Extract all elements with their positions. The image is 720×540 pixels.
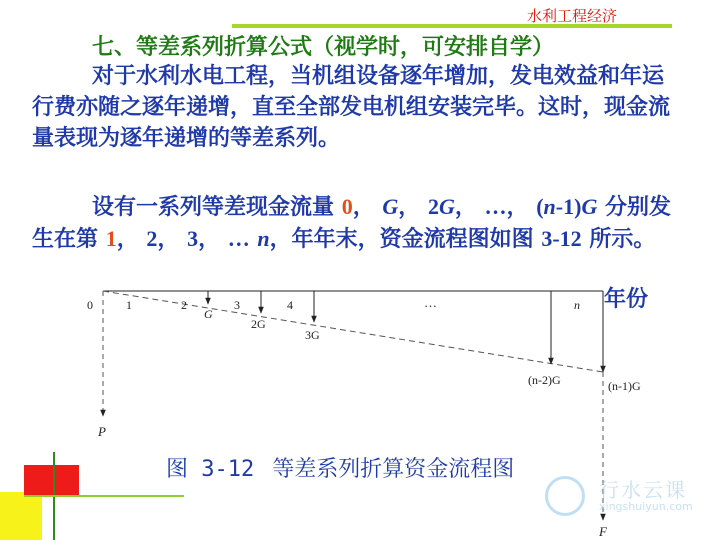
header-brand: 水利工程经济	[527, 7, 618, 25]
ellipsis: …，	[484, 194, 529, 219]
watermark-url: xingshuiyun.com	[599, 500, 693, 513]
paragraph-intro-text: 对于水利水电工程，当机组设备逐年增加，发电效益和年运行费亦随之逐年递增，直至全部发电机组安装完毕。这时，现金流量表现为逐年递增的等差系列。	[32, 64, 671, 151]
index-2: 2	[146, 226, 158, 251]
label-3g: 3G	[305, 328, 320, 342]
para2-lead: 设有一系列等差现金流量	[92, 195, 335, 220]
label-g: G	[204, 307, 213, 321]
sep: ，	[198, 227, 221, 252]
para2-mid: 分别发生在第	[32, 195, 672, 252]
label-n-minus-1-g: (n-1)G	[608, 379, 641, 393]
tick-label: 2	[181, 298, 187, 312]
para2-tail: ，年年末，资金流程图如图	[269, 227, 534, 252]
watermark-text: 行水云课	[599, 478, 687, 502]
watermark-logo-icon	[545, 476, 585, 516]
tick-label: …	[424, 295, 437, 310]
tick-label: 3	[234, 298, 240, 312]
para2-end: 所示。	[589, 227, 656, 252]
tick-label: 4	[287, 298, 293, 312]
value-g: G	[382, 194, 399, 219]
label-p: P	[98, 424, 106, 439]
figure-caption-text: 等差系列折算资金流程图	[272, 457, 515, 482]
figure-ref: 3-12	[541, 226, 582, 251]
decor-yellow-block	[0, 492, 42, 540]
value-n-g: G	[581, 194, 598, 219]
label-f: F	[599, 524, 607, 539]
sep: ，	[116, 227, 139, 252]
label-2g: 2G	[251, 317, 266, 331]
value-2g-sym: G	[438, 194, 455, 219]
tick-label: 0	[87, 298, 93, 312]
figure-caption	[166, 452, 514, 483]
value-2g-coef: 2	[427, 194, 439, 219]
watermark	[545, 474, 705, 518]
tick-label: 1	[126, 298, 132, 312]
decor-red-block	[24, 465, 79, 497]
sep: ，	[398, 195, 421, 220]
index-n: n	[257, 226, 270, 251]
label-n-minus-2-g: (n-2)G	[528, 373, 561, 387]
value-zero: 0	[341, 194, 353, 219]
ellipsis: …	[227, 226, 250, 251]
sep: ，	[157, 227, 180, 252]
index-3: 3	[187, 226, 199, 251]
axis-year-label: 年份	[604, 287, 649, 312]
figure-number: 图 3-12	[166, 457, 255, 482]
value-n-close: -1)	[555, 194, 582, 219]
index-1: 1	[105, 226, 117, 251]
sep: ，	[454, 195, 477, 220]
gradient-dashed-line	[103, 291, 603, 372]
sep: ，	[352, 195, 375, 220]
slide-title: 七、等差系列折算公式（视学时，可安排自学）	[92, 35, 555, 60]
value-n-var: n	[543, 194, 556, 219]
tick-label: n	[574, 298, 580, 312]
decor-green-hline	[24, 495, 184, 497]
value-n-open: (	[536, 194, 544, 219]
